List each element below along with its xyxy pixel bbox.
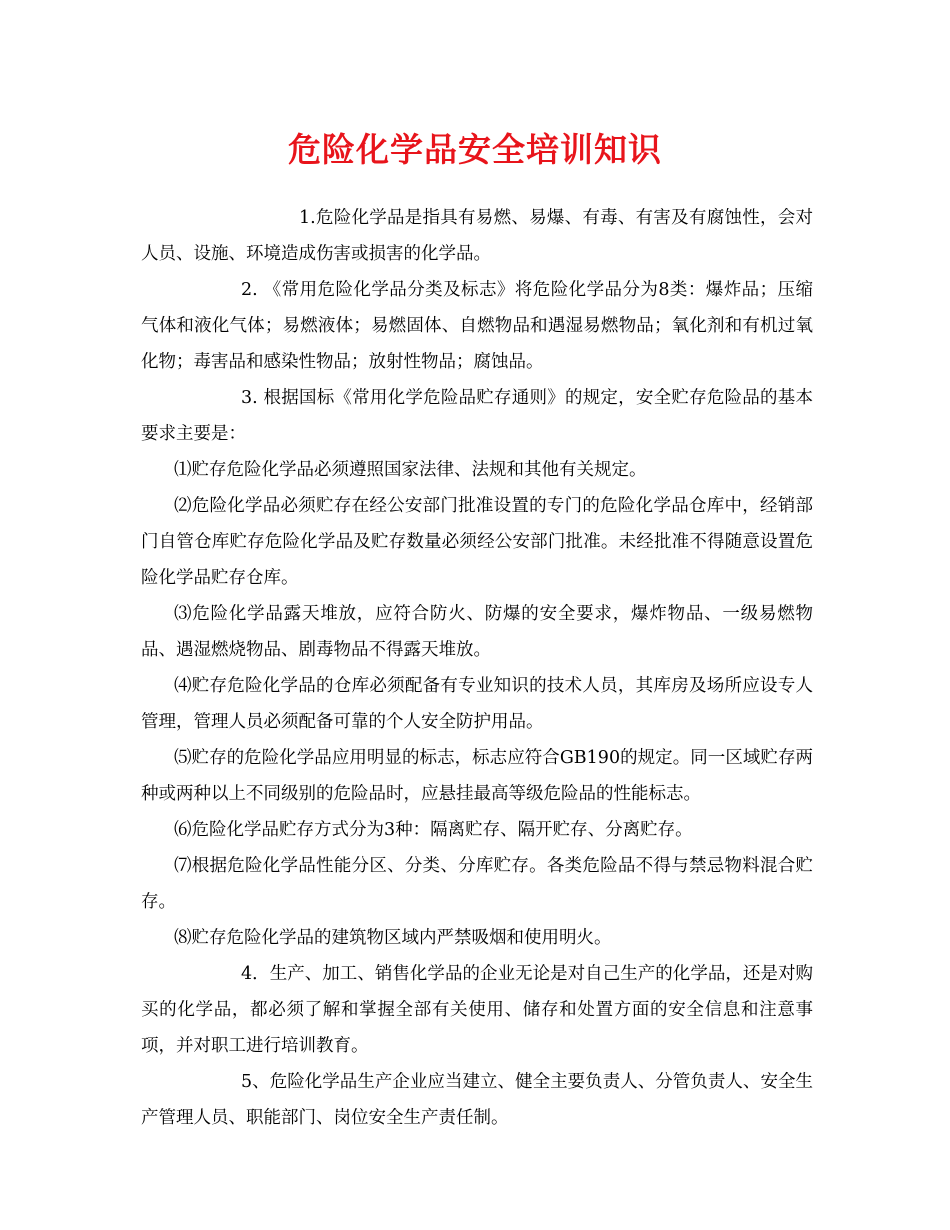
paragraph-definition: 1.危险化学品是指具有易燃、易爆、有毒、有害及有腐蚀性，会对人员、设施、环境造成伤害或损害的化学品。 — [141, 208, 813, 264]
paragraph-classification: 2. 《常用危险化学品分类及标志》将危险化学品分为8类：爆炸品；压缩气体和液化气体；易燃液体；易燃固体、自燃物品和遇湿易燃物品；氧化剂和有机过氧化物；毒害品和感染性物品；放射性物品；腐蚀品。 — [141, 280, 813, 372]
paragraph-enterprise-obligations: 4．生产、加工、销售化学品的企业无论是对自己生产的化学品，还是对购买的化学品，都必须了解和掌握全部有关使用、储存和处置方面的安全信息和注意事项，并对职工进行培训教育。 — [141, 964, 813, 1056]
paragraph-responsibility-system: 5、危险化学品生产企业应当建立、健全主要负责人、分管负责人、安全生产管理人员、职能部门、岗位安全生产责任制。 — [141, 1072, 813, 1128]
list-item-storage-7: ⑺根据危险化学品性能分区、分类、分库贮存。各类危险品不得与禁忌物料混合贮存。 — [141, 856, 813, 912]
list-item-storage-6: ⑹危险化学品贮存方式分为3种：隔离贮存、隔开贮存、分离贮存。 — [174, 820, 693, 840]
list-item-storage-3: ⑶危险化学品露天堆放，应符合防火、防爆的安全要求，爆炸物品、一级易燃物品、遇湿燃烧物品、剧毒物品不得露天堆放。 — [141, 604, 813, 660]
paragraph-storage-requirements: 3. 根据国标《常用化学危险品贮存通则》的规定，安全贮存危险品的基本要求主要是： — [141, 388, 813, 444]
document-body — [141, 200, 813, 1136]
list-item-storage-2: ⑵危险化学品必须贮存在经公安部门批准设置的专门的危险化学品仓库中，经销部门自管仓库贮存危险化学品及贮存数量必须经公安部门批准。未经批准不得随意设置危险化学品贮存仓库。 — [141, 496, 813, 588]
page-title: 危险化学品安全培训知识 — [288, 130, 662, 169]
list-item-storage-5: ⑸贮存的危险化学品应用明显的标志，标志应符合GB190的规定。同一区域贮存两种或两种以上不同级别的危险品时，应悬挂最高等级危险品的性能标志。 — [141, 748, 813, 804]
list-item-storage-4: ⑷贮存危险化学品的仓库必须配备有专业知识的技术人员，其库房及场所应设专人管理，管理人员必须配备可靠的个人安全防护用品。 — [141, 676, 813, 732]
list-item-storage-1: ⑴贮存危险化学品必须遵照国家法律、法规和其他有关规定。 — [174, 460, 647, 480]
list-item-storage-8: ⑻贮存危险化学品的建筑物区域内严禁吸烟和使用明火。 — [174, 928, 612, 948]
